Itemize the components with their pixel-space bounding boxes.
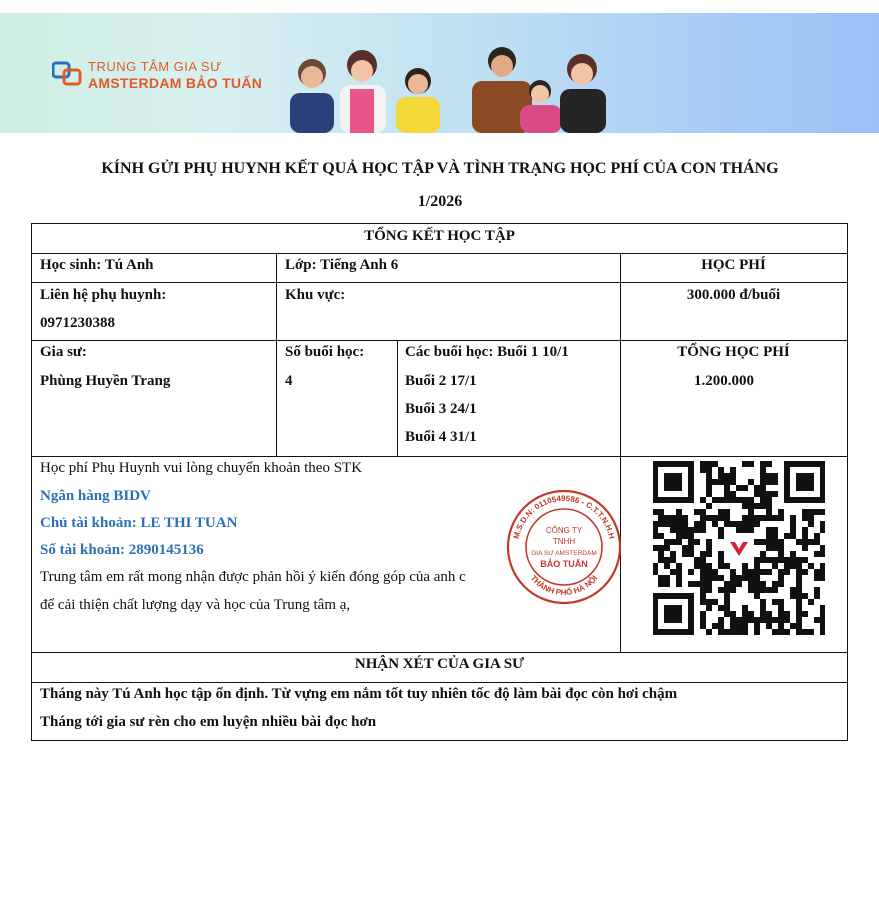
total-fee-value: 1.200.000 bbox=[694, 373, 754, 389]
brand-line2: AMSTERDAM BẢO TUẤN bbox=[88, 75, 263, 91]
report-table bbox=[31, 223, 848, 741]
feedback-line1: Trung tâm em rất mong nhận được phản hồi ý kiến đóng góp của anh c bbox=[40, 569, 466, 585]
stamp-line1: CÔNG TY bbox=[545, 526, 583, 535]
session-item: Buổi 3 24/1 bbox=[405, 401, 477, 417]
fee-per-session: 300.000 đ/buổi bbox=[686, 287, 781, 303]
brand-name bbox=[88, 59, 262, 91]
bank-name: Ngân hàng BIDV bbox=[40, 488, 151, 504]
comments-title: NHẬN XÉT CỦA GIA SƯ bbox=[354, 656, 525, 672]
account-number: Số tài khoản: 2890145136 bbox=[40, 542, 204, 558]
parent-phone: 0971230388 bbox=[40, 315, 115, 331]
fee-header: HỌC PHÍ bbox=[701, 257, 766, 273]
payment-note: Học phí Phụ Huynh vui lòng chuyển khoản theo STK bbox=[40, 460, 363, 476]
comment-line2: Tháng tới gia sư rèn cho em luyện nhiều bài đọc hơn bbox=[40, 714, 377, 730]
student-name: Học sinh: Tú Anh bbox=[40, 257, 154, 273]
company-stamp bbox=[504, 487, 624, 607]
stamp-ring-text: M.S.D.N: 0110549586 - C.T.T.N.H.H bbox=[511, 493, 617, 540]
session-item: Các buổi học: Buổi 1 10/1 bbox=[405, 344, 569, 360]
feedback-line2: để cải thiện chất lượng dạy và học của Trung tâm ạ, bbox=[40, 597, 351, 613]
stamp-line4: BẢO TUẤN bbox=[540, 559, 588, 569]
session-item: Buổi 4 31/1 bbox=[405, 429, 477, 445]
parent-contact-label: Liên hệ phụ huynh: bbox=[40, 287, 167, 303]
session-item: Buổi 2 17/1 bbox=[405, 373, 477, 389]
area-label: Khu vực: bbox=[285, 287, 346, 303]
payment-qr-code bbox=[653, 460, 825, 636]
page-title-line2: 1/2026 bbox=[417, 193, 463, 210]
comment-line1: Tháng này Tú Anh học tập ổn định. Từ vựng em nắm tốt tuy nhiên tốc độ làm bài đọc còn hơi chậm bbox=[40, 686, 678, 702]
stamp-line2: TNHH bbox=[552, 537, 576, 546]
total-fee-label: TỔNG HỌC PHÍ bbox=[677, 344, 790, 360]
stamp-ring-bottom: THÀNH PHỐ HÀ NỘI bbox=[528, 573, 600, 598]
section-title-summary: TỔNG KẾT HỌC TẬP bbox=[364, 228, 515, 244]
brand-line1: TRUNG TÂM GIA SƯ bbox=[88, 59, 222, 74]
account-holder: Chủ tài khoản: LE THI TUAN bbox=[40, 515, 238, 531]
stamp-line3: GIA SƯ AMSTERDAM bbox=[531, 550, 597, 557]
page-title-line1: KÍNH GỬI PHỤ HUYNH KẾT QUẢ HỌC TẬP VÀ TÌNH TRẠNG HỌC PHÍ CỦA CON THÁNG bbox=[101, 160, 779, 177]
brand-logo-icon bbox=[52, 61, 82, 87]
banner-people-photo bbox=[270, 33, 610, 133]
sessions-count-label: Số buổi học: bbox=[285, 344, 365, 360]
header-banner bbox=[0, 13, 879, 133]
tutor-label: Gia sư: bbox=[40, 344, 87, 360]
sessions-count: 4 bbox=[285, 373, 293, 389]
class-name: Lớp: Tiếng Anh 6 bbox=[285, 257, 399, 273]
tutor-name: Phùng Huyền Trang bbox=[40, 373, 171, 389]
